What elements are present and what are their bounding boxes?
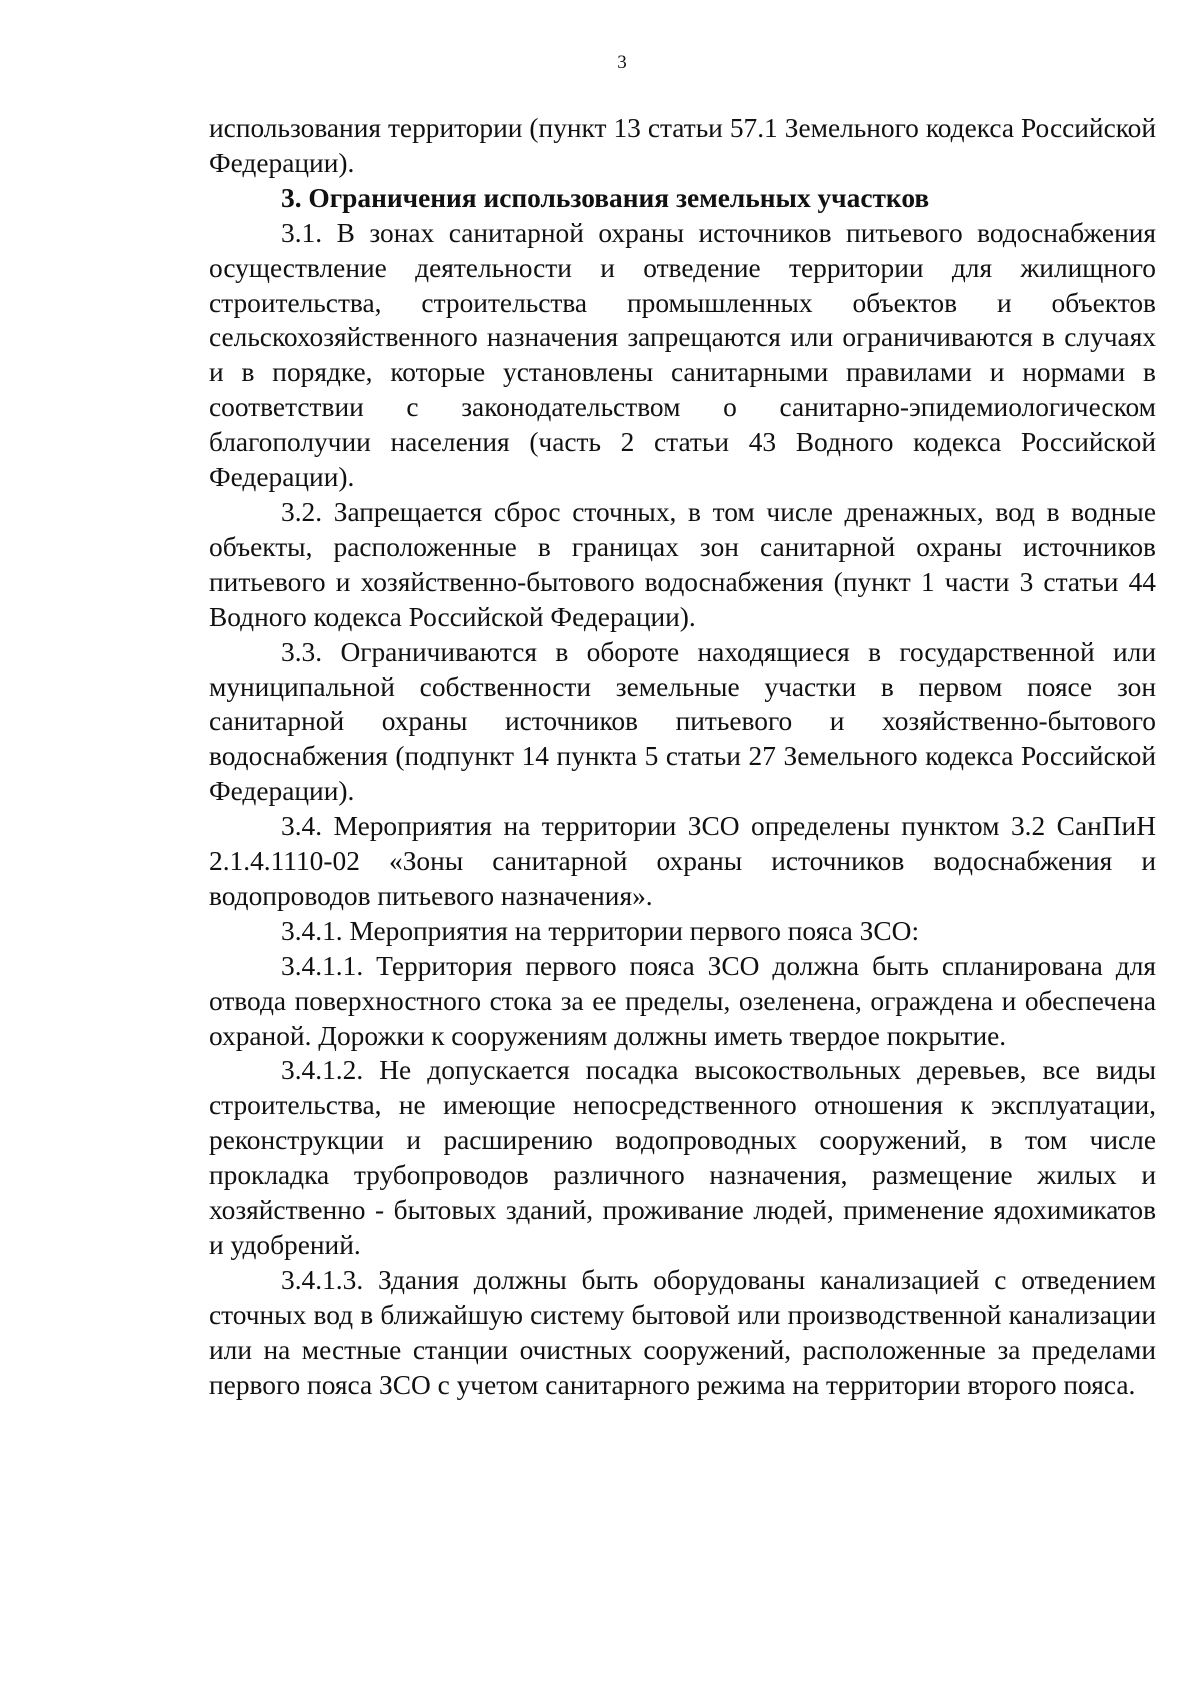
paragraph-3-2: 3.2. Запрещается сброс сточных, в том числе дренажных, вод в водные объекты, расположенные в границах зон санитарной охраны источников питьевого и хозяйственно-бытового водоснабжения (пункт 1 части 3 статьи 44 Водного кодекса Российской Федерации).: [209, 496, 1156, 632]
page-number: 3: [617, 52, 627, 73]
paragraph-3-4-1-2: 3.4.1.2. Не допускается посадка высокоствольных деревьев, все виды строительства, не имеющие непосредственного отношения к эксплуатации, реконструкции и расширению водопроводных сооружений, в том числе прокладка трубопроводов различного назначения, размещение жилых и хозяйственно - бытовых зданий, проживание людей, применение ядохимикатов и удобрений.: [209, 1055, 1156, 1260]
paragraph-3-3: 3.3. Ограничиваются в обороте находящиеся в государственной или муниципальной собственности земельные участки в первом поясе зон санитарной охраны источников питьевого и хозяйственно-бытового водоснабжения (подпункт 14 пункта 5 статьи 27 Земельного кодекса Российской Федерации).: [209, 636, 1156, 807]
paragraph-3-4: 3.4. Мероприятия на территории ЗСО определены пунктом 3.2 СанПиН 2.1.4.1110-02 «Зоны санитарной охраны источников водоснабжения и водопроводов питьевого назначения».: [209, 811, 1156, 911]
intro-paragraph: использования территории (пункт 13 статьи 57.1 Земельного кодекса Российской Федерации).: [209, 113, 1156, 178]
paragraph-3-1: 3.1. В зонах санитарной охраны источников питьевого водоснабжения осуществление деятельности и отведение территории для жилищного строительства, строительства промышленных объектов и объектов сельскохозяйственного назначения запрещаются или ограничиваются в случаях и в порядке, которые установлены санитарными правилами и нормами в соответствии с законодательством о санитарно-эпидемиологическом благополучии населения (часть 2 статьи 43 Водного кодекса Российской Федерации).: [209, 217, 1156, 493]
document-body: [209, 111, 1156, 1403]
section-heading: 3. Ограничения использования земельных участков: [281, 182, 930, 213]
paragraph-3-4-1-3: 3.4.1.3. Здания должны быть оборудованы канализацией с отведением сточных вод в ближайшую систему бытовой или производственной канализации или на местные станции очистных сооружений, расположенные за пределами первого пояса ЗСО с учетом санитарного режима на территории второго пояса.: [209, 1264, 1156, 1400]
paragraph-3-4-1: 3.4.1. Мероприятия на территории первого пояса ЗСО:: [281, 915, 920, 946]
paragraph-3-4-1-1: 3.4.1.1. Территория первого пояса ЗСО должна быть спланирована для отвода поверхностного стока за ее пределы, озеленена, ограждена и обеспечена охраной. Дорожки к сооружениям должны иметь твердое покрытие.: [209, 950, 1156, 1051]
